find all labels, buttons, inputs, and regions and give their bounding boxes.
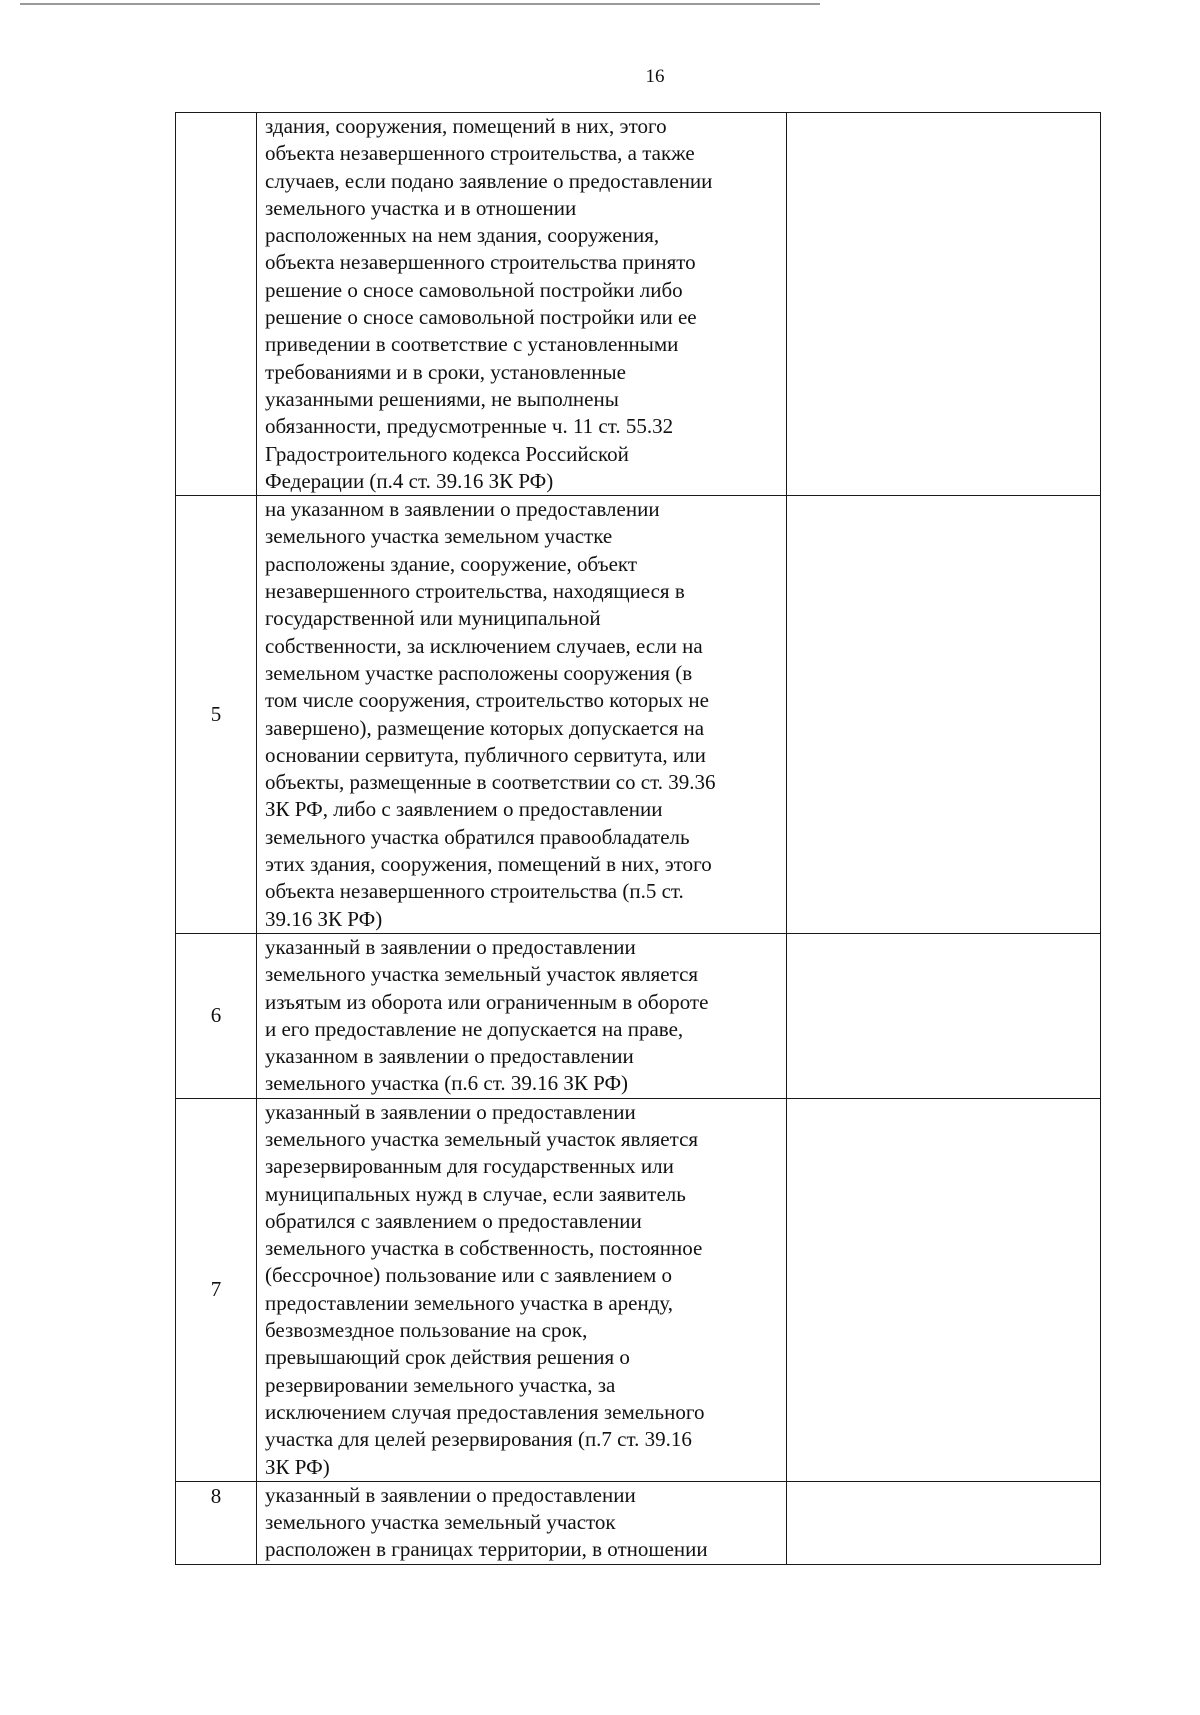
row-note [787,1098,1101,1481]
row-number: 6 [176,933,257,1098]
row-text: на указанном в заявлении о предоставлении земельного участка земельном участке расположены здание, сооружение, объект незавершенного строительства, находящиеся в государственной или муниципальной собственности, за исключением случаев, если на земельном участке расположены сооружения (в том числе сооружения, строительство которых не завершено), размещение которых допускается на основании сервитута, публичного сервитута, или объекты, размещенные в соответствии со ст. 39.36 ЗК РФ, либо с заявлением о предоставлении земельного участка обратился правообладатель этих здания, сооружения, помещений в них, этого объекта незавершенного строительства (п.5 ст. 39.16 ЗК РФ) [257,496,787,934]
row-number: 8 [176,1481,257,1564]
top-scan-rule [20,3,820,5]
row-text: указанный в заявлении о предоставлении земельного участка земельный участок является зарезервированным для государственных или муниципальных нужд в случае, если заявитель обратился с заявлением о предоставлении земельного участка в собственность, постоянное (бессрочное) пользование или с заявлением о предоставлении земельного участка в аренду, безвозмездное пользование на срок, превышающий срок действия решения о резервировании земельного участка, за исключением случая предоставления земельного участка для целей резервирования (п.7 ст. 39.16 ЗК РФ) [257,1098,787,1481]
refusal-grounds-table [175,112,1101,1565]
row-text: здания, сооружения, помещений в них, этого объекта незавершенного строительства, а также случаев, если подано заявление о предоставлении земельного участка и в отношении расположенных на нем здания, сооружения, объекта незавершенного строительства принято решение о сносе самовольной постройки либо решение о сносе самовольной постройки или ее приведении в соответствие с установленными требованиями и в сроки, установленные указанными решениями, не выполнены обязанности, предусмотренные ч. 11 ст. 55.32 Градостроительного кодекса Российской Федерации (п.4 ст. 39.16 ЗК РФ) [257,113,787,496]
table-row [176,1098,1101,1481]
row-number [176,113,257,496]
row-note [787,496,1101,934]
table-row [176,933,1101,1098]
row-number: 5 [176,496,257,934]
row-text: указанный в заявлении о предоставлении земельного участка земельный участок расположен в границах территории, в отношении [257,1481,787,1564]
row-note [787,113,1101,496]
row-note [787,933,1101,1098]
table-row [176,1481,1101,1564]
page-number: 16 [645,66,665,87]
row-note [787,1481,1101,1564]
table-row [176,496,1101,934]
table-row [176,113,1101,496]
row-number: 7 [176,1098,257,1481]
row-text: указанный в заявлении о предоставлении земельного участка земельный участок является изъятым из оборота или ограниченным в обороте и его предоставление не допускается на праве, указанном в заявлении о предоставлении земельного участка (п.6 ст. 39.16 ЗК РФ) [257,933,787,1098]
